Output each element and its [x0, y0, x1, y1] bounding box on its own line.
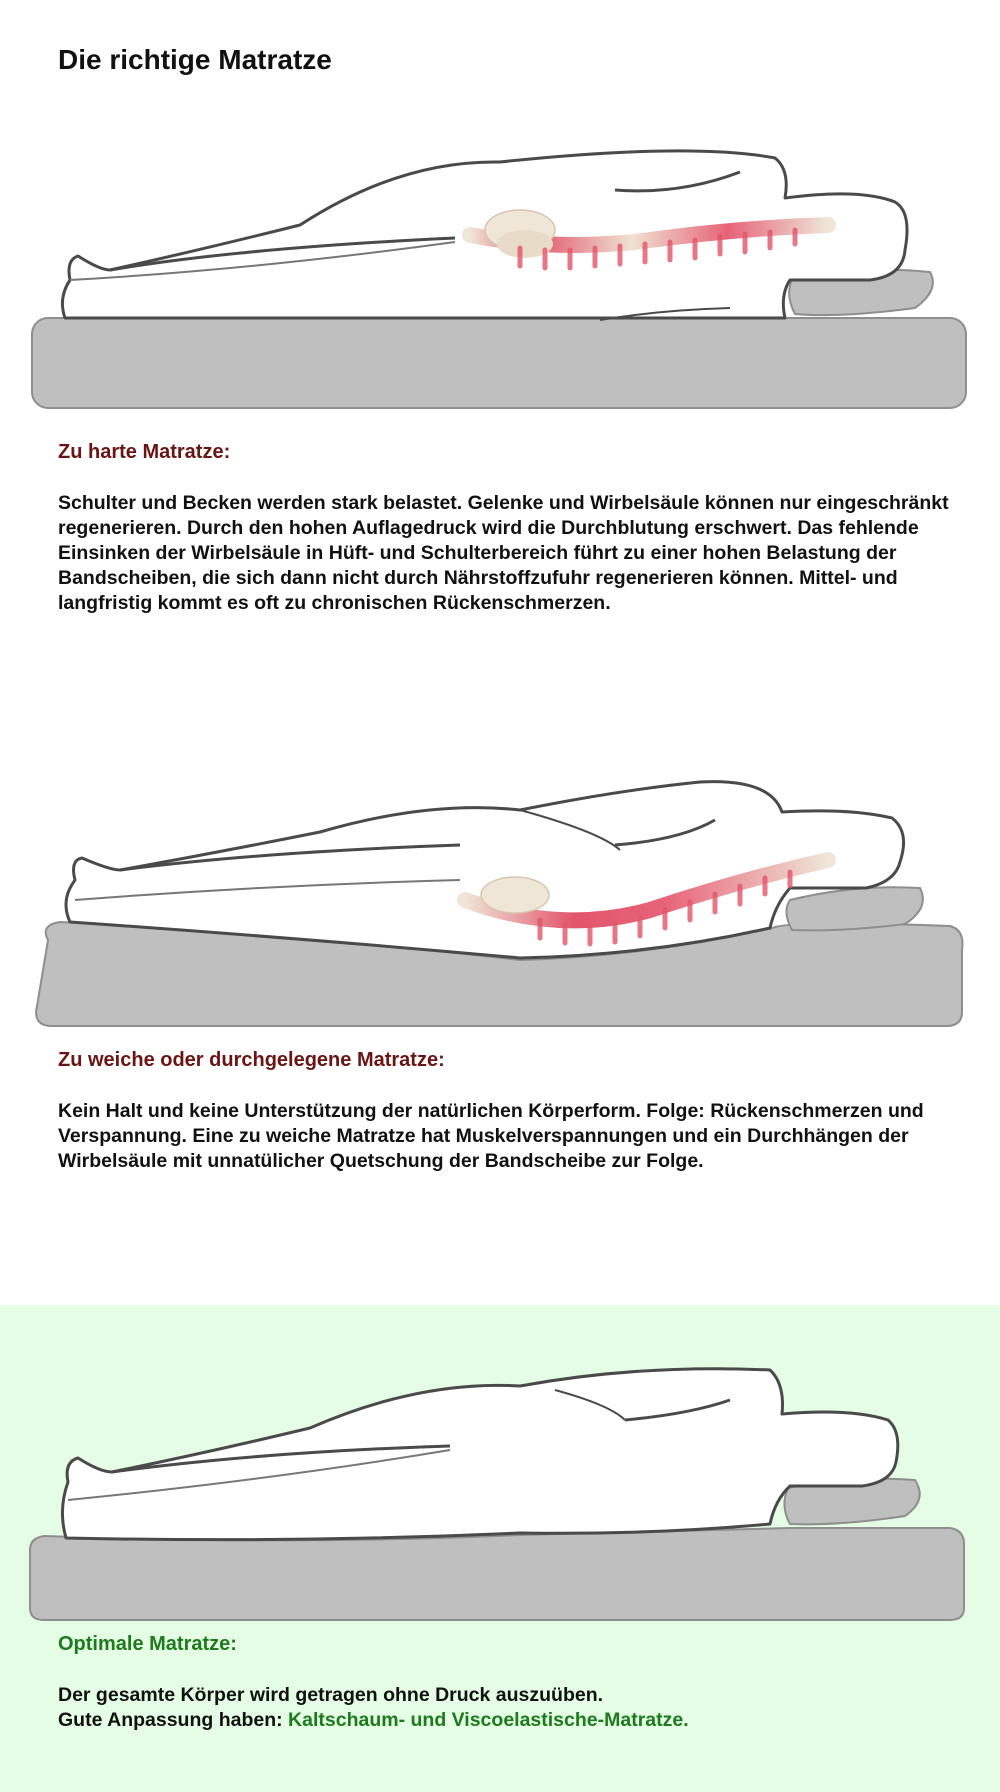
hard-mattress-description: Schulter und Becken werden stark belastet. Gelenke und Wirbelsäule können nur eingeschränkt regenerieren. Durch den hohen Auflagedruck wird die Durchblutung erschwert. Das fehlende Einsinken der Wirbelsäule in Hüft- und Schulterbereich führt zu einer hohen Belastung der Bandscheiben, die sich dann nicht durch Nährstoffzufuhr regenerieren können. Mittel- und langfristig kommt es oft zu chronischen Rückenschmerzen.	[58, 492, 949, 614]
pillow	[786, 887, 922, 930]
optimal-mattress-heading: Optimale Matratze:	[58, 1633, 237, 1655]
hard-mattress-heading: Zu harte Matratze:	[58, 441, 231, 463]
body-outline	[62, 1369, 897, 1540]
optimal-mattress-types: Kaltschaum- und Viscoelastische-Matratze.	[288, 1709, 689, 1731]
soft-mattress-illustration	[0, 760, 1000, 1030]
optimal-description-line1: Der gesamte Körper wird getragen ohne Druck auszuüben.	[58, 1684, 604, 1706]
soft-mattress-heading: Zu weiche oder durchgelegene Matratze:	[58, 1049, 445, 1071]
hard-mattress-illustration	[0, 130, 1000, 430]
page-title: Die richtige Matratze	[58, 44, 332, 75]
optimal-mattress-illustration	[0, 1350, 1000, 1625]
soft-mattress-description: Kein Halt und keine Unterstützung der natürlichen Körperform. Folge: Rückenschmerzen und Verspannung. Eine zu weiche Matratze hat Muskelverspannungen und ein Durchhängen der Wirbelsäule mit unnatülicher Quetschung der Bandscheibe zur Folge.	[58, 1100, 924, 1172]
optimal-description-line2-prefix: Gute Anpassung haben:	[58, 1709, 289, 1731]
optimal-mattress-description	[58, 1683, 968, 1733]
mattress-hard	[32, 318, 966, 408]
mattress-optimal	[30, 1528, 964, 1620]
